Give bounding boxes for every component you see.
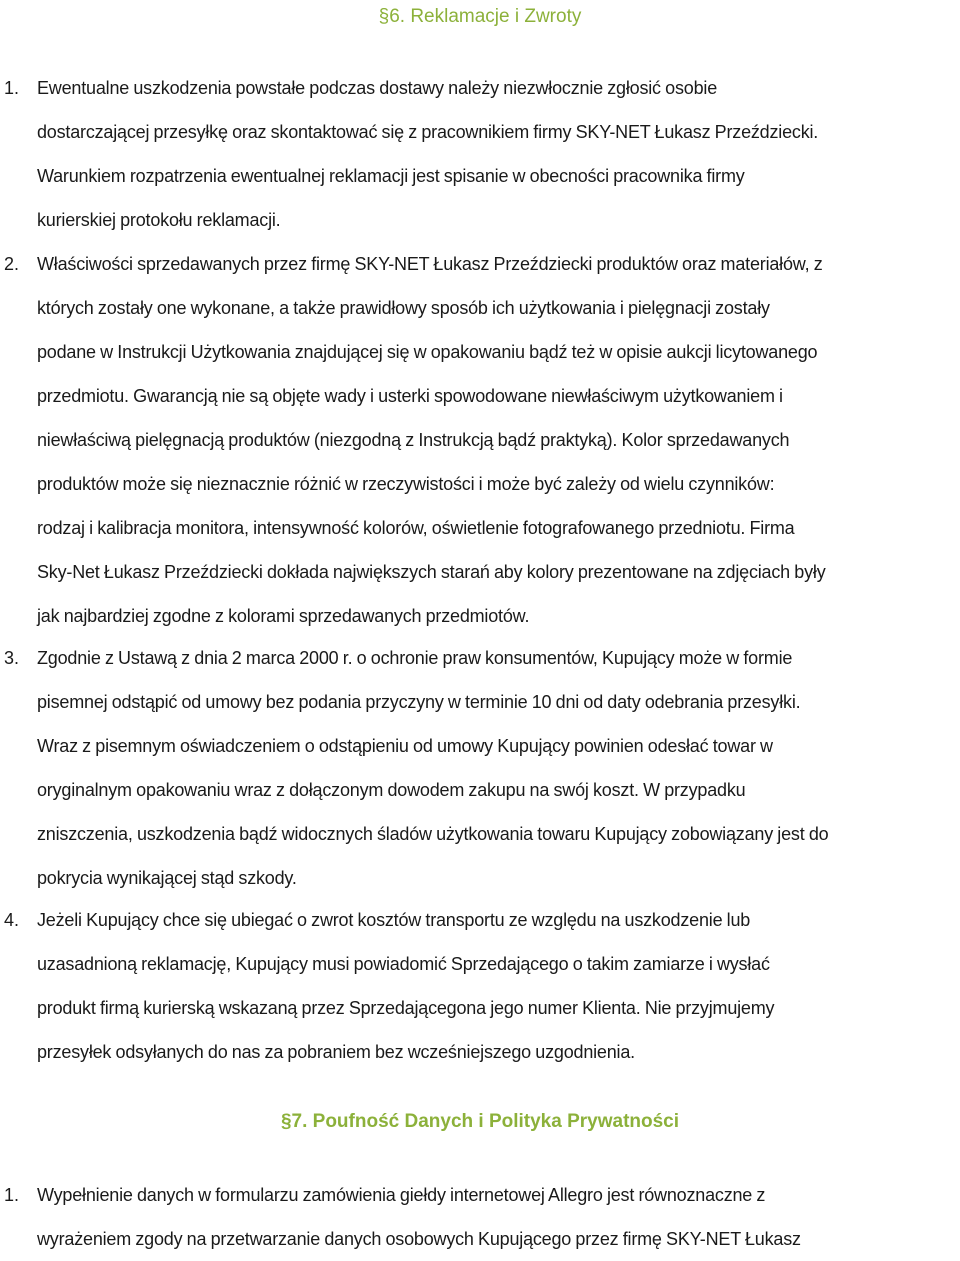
text-line: niewłaściwą pielęgnacją produktów (niezgodną z Instrukcją bądź praktyką). Kolor sprzedawanych (37, 430, 790, 450)
item-number: 1. (4, 78, 20, 98)
text-line: dostarczającej przesyłkę oraz skontaktować się z pracownikiem firmy SKY-NET Łukasz Przeździecki. (37, 122, 819, 142)
item-text (37, 898, 960, 1074)
section-6-item-1 (0, 66, 960, 242)
text-line: przesyłek odsyłanych do nas za pobraniem bez wcześniejszego uzgodnienia. (37, 1042, 635, 1062)
item-text (37, 66, 960, 242)
section-6-item-2 (0, 242, 960, 638)
item-text (37, 1173, 960, 1261)
item-number: 3. (4, 648, 20, 668)
text-line: Wraz z pisemnym oświadczeniem o odstąpieniu od umowy Kupujący powinien odesłać towar w (37, 736, 773, 756)
text-line: przedmiotu. Gwarancją nie są objęte wady i usterki spowodowane niewłaściwym użytkowaniem i (37, 386, 783, 406)
text-line: Ewentualne uszkodzenia powstałe podczas dostawy należy niezwłocznie zgłosić osobie (37, 78, 718, 98)
text-line: Właściwości sprzedawanych przez firmę SKY-NET Łukasz Przeździecki produktów oraz materiałów, z (37, 254, 823, 274)
text-line: produktów może się nieznacznie różnić w rzeczywistości i może być zależy od wielu czynników: (37, 474, 775, 494)
text-line: Jeżeli Kupujący chce się ubiegać o zwrot kosztów transportu ze względu na uszkodzenie lub (37, 910, 751, 930)
text-line: których zostały one wykonane, a także prawidłowy sposób ich użytkowania i pielęgnacji zostały (37, 298, 770, 318)
item-number: 4. (4, 910, 20, 930)
section-7-title: §7. Poufność Danych i Polityka Prywatności (280, 1111, 680, 1132)
text-line: Zgodnie z Ustawą z dnia 2 marca 2000 r. o ochronie praw konsumentów, Kupujący może w formie (37, 648, 793, 668)
text-line: pisemnej odstąpić od umowy bez podania przyczyny w terminie 10 dni od daty odebrania przesyłki. (37, 692, 801, 712)
text-line: Wypełnienie danych w formularzu zamówienia giełdy internetowej Allegro jest równoznaczne z (37, 1185, 766, 1205)
section-6-item-3 (0, 636, 960, 900)
item-text (37, 242, 960, 638)
text-line: zniszczenia, uszkodzenia bądź widocznych śladów użytkowania towaru Kupujący zobowiązany jest do (37, 824, 829, 844)
text-line: wyrażeniem zgody na przetwarzanie danych osobowych Kupującego przez firmę SKY-NET Łukasz (37, 1229, 801, 1249)
section-6-title: §6. Reklamacje i Zwroty (378, 6, 582, 27)
text-line: uzasadnioną reklamację, Kupujący musi powiadomić Sprzedającego o takim zamiarze i wysłać (37, 954, 770, 974)
text-line: jak najbardziej zgodne z kolorami sprzedawanych przedmiotów. (37, 606, 530, 626)
text-line: pokrycia wynikającej stąd szkody. (37, 868, 297, 888)
section-6-item-4 (0, 898, 960, 1074)
text-line: kurierskiej protokołu reklamacji. (37, 210, 281, 230)
item-number: 2. (4, 254, 20, 274)
item-text (37, 636, 960, 900)
text-line: Warunkiem rozpatrzenia ewentualnej reklamacji jest spisanie w obecności pracownika firmy (37, 166, 745, 186)
item-number: 1. (4, 1185, 20, 1205)
text-line: oryginalnym opakowaniu wraz z dołączonym dowodem zakupu na swój koszt. W przypadku (37, 780, 746, 800)
text-line: produkt firmą kurierską wskazaną przez Sprzedającegona jego numer Klienta. Nie przyjmujemy (37, 998, 775, 1018)
text-line: Sky-Net Łukasz Przeździecki dokłada największych starań aby kolory prezentowane na zdjęciach były (37, 562, 826, 582)
text-line: podane w Instrukcji Użytkowania znajdującej się w opakowaniu bądź też w opisie aukcji licytowanego (37, 342, 818, 362)
section-7-item-1 (0, 1173, 960, 1261)
text-line: rodzaj i kalibracja monitora, intensywność kolorów, oświetlenie fotografowanego przedniotu. Firma (37, 518, 795, 538)
